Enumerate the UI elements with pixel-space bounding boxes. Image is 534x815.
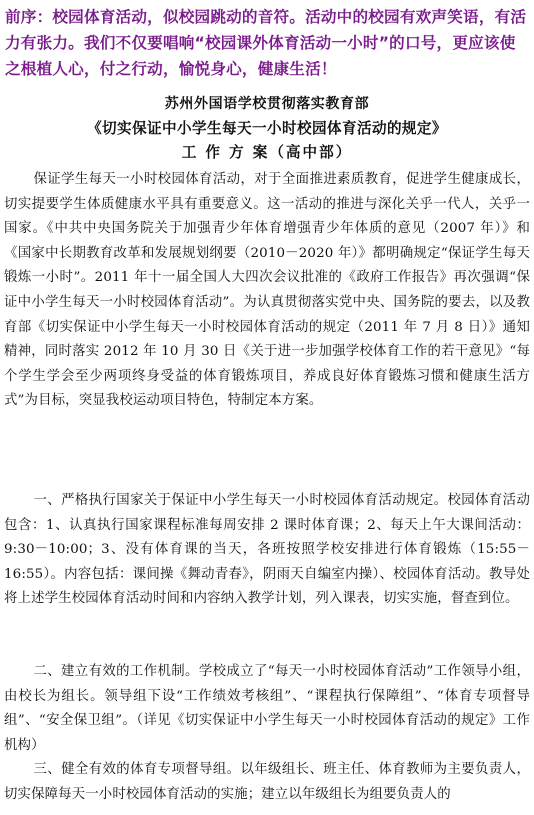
document-title: 《切实保证中小学生每天一小时校园体育活动的规定》 (87, 120, 447, 137)
body-paragraph-1: 保证学生每天一小时校园体育活动，对于全面推进素质教育，促进学生健康成长，切实提要学生体质健康水平具有重要意义。这一活动的推进与深化关乎一代人，关乎一国家。《中共中央国务院关于加强青少年体育增强青少年体质的意见（2007 年）》和《国家中长期教育改革和发展规划纲要（2010－2020 年）》都明确规定“保证学生每天锻炼一小时”。2011 年十一届全国人大四次会议批准的《政府工作报告》再次强调“保证中小学生每天一小时校园体育活动”。为认真贯彻落实党中央、国务院的要去，以及教育部《切实保证中小学生每天一小时校园体育活动的规定（2011 年 7 月 8 日）》通知精神，同时落实 2012 年 10 月 30 日《关于进一步加强学校体育工作的若干意见》“每个学生学会至少两项终身受益的体育锻炼项目，养成良好体育锻炼习惯和健康生活方式”为目标，突显我校运动项目特色，特制定本方案。 (4, 172, 530, 409)
body-paragraph-3: 二、建立有效的工作机制。学校成立了“每天一小时校园体育活动”工作领导小组，由校长为组长。领导组下设“工作绩效考核组”、“课程执行保障组”、“体育专项督导组”、“安全保卫组”。（详见《切实保证中小学生每天一小时校园体育活动的规定》工作机构） (4, 664, 530, 753)
body-paragraph-2: 一、严格执行国家关于保证中小学生每天一小时校园体育活动规定。校园体育活动包含：1、认真执行国家课程标准每周安排 2 课时体育课；2、每天上午大课间活动：9:30－10:00；3、没有体育课的当天，各班按照学校安排进行体育锻炼（15:55－16:55）。内容包括：课间操《舞动青春》，阴雨天自编室内操）、校园体育活动。教导处将上述学生校园体育活动时间和内容纳入教学计划，列入课表，切实实施，督查到位。 (4, 493, 530, 607)
preface-paragraph: 前序：校园体育活动，似校园跳动的音符。活动中的校园有欢声笑语，有活力有张力。我们不仅要唱响“校园课外体育活动一小时”的口号，更应该使之根植人心，付之行动，愉悦身心，健康生活！ (5, 8, 527, 78)
organization-heading: 苏州外国语学校贯彻落实教育部 (164, 96, 370, 112)
document-subtitle: 工 作 方 案（高中部） (181, 144, 353, 161)
body-paragraph-4: 三、健全有效的体育专项督导组。以年级组长、班主任、体育教师为主要负责人，切实保障每天一小时校园体育活动的实施；建立以年级组长为组要负责人的 (4, 762, 530, 802)
